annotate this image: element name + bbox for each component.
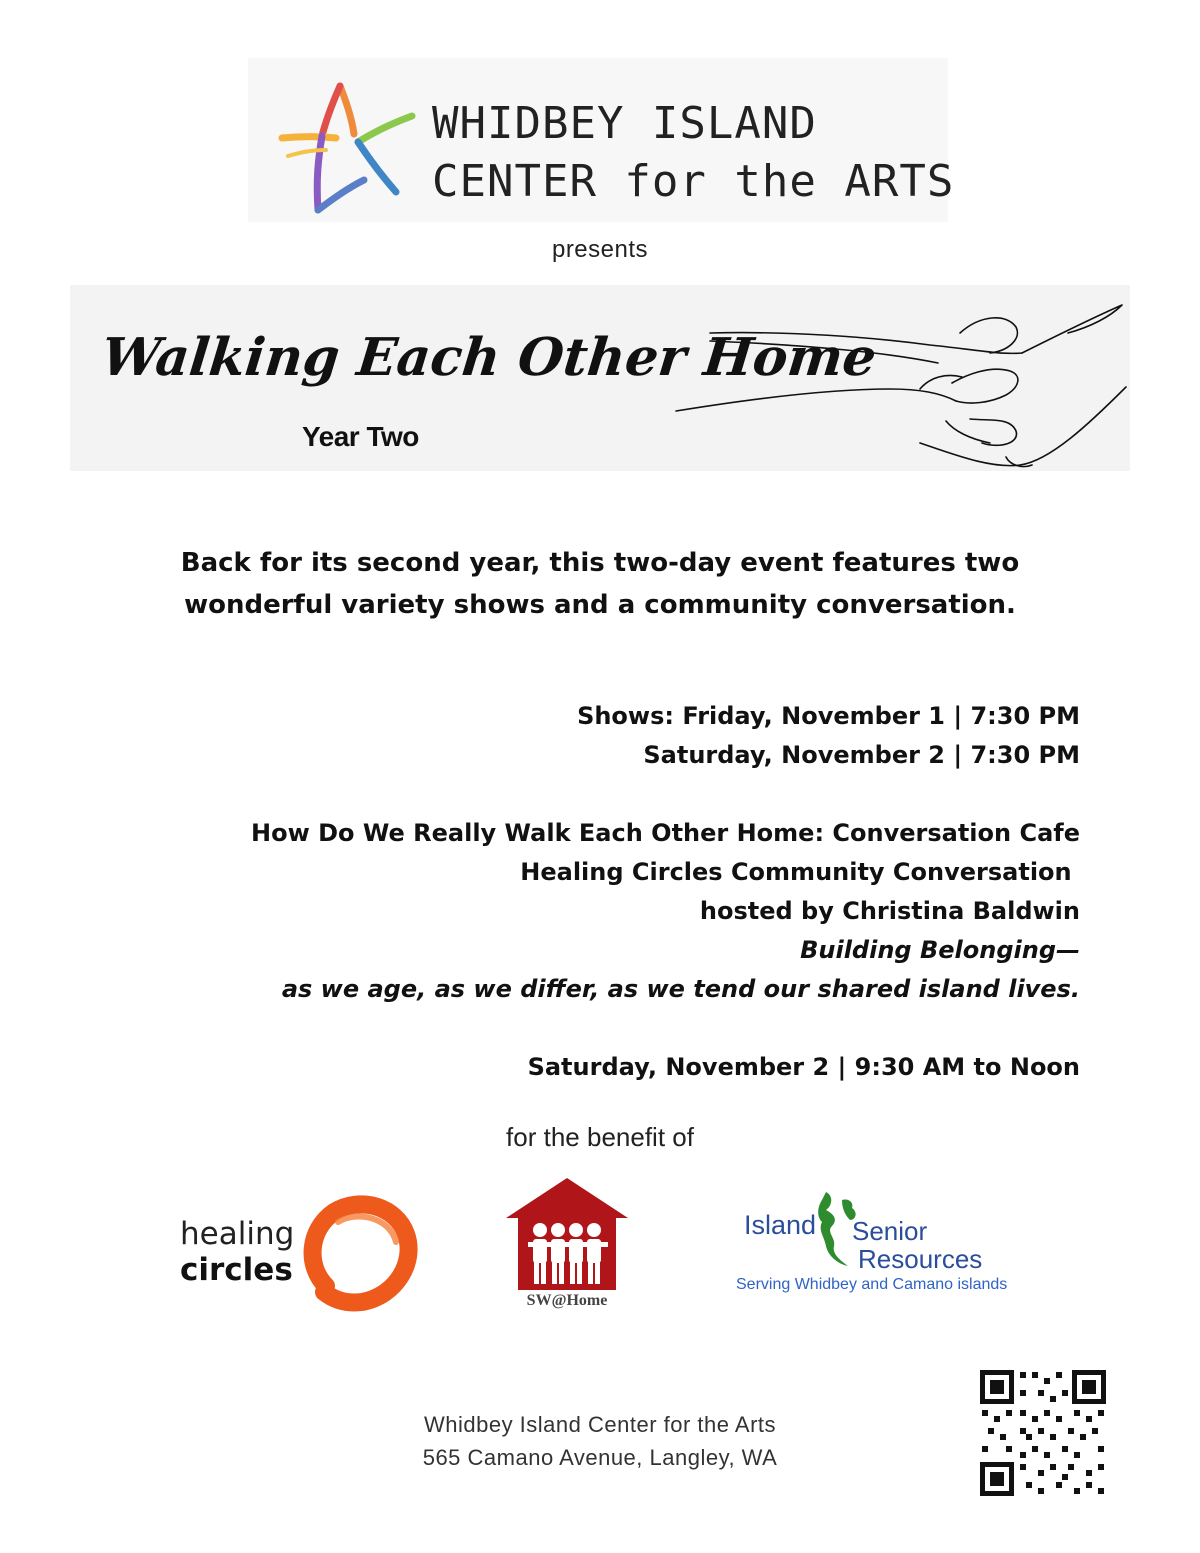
conversation-host: hosted by Christina Baldwin [699,897,1080,925]
wica-logo [248,58,955,222]
healing-circles-wordmark [180,1216,295,1288]
shows-schedule [577,697,1080,775]
conversation-time: Saturday, November 2 | 9:30 AM to Noon [527,1053,1080,1081]
conversation-title: How Do We Really Walk Each Other Home: Conversation Cafe [251,819,1080,847]
shows-line2: Saturday, November 2 | 7:30 PM [643,741,1080,769]
sw-home-logo [504,1178,630,1318]
conversation-theme: Building Belonging— [800,936,1080,964]
isr-word-resources: Resources [858,1244,983,1274]
star-logo-icon [278,76,418,216]
isr-word-island: Island [744,1210,817,1240]
qr-code-icon[interactable] [978,1368,1108,1498]
isr-tagline: Serving Whidbey and Camano islands [736,1276,1008,1293]
sw-home-label: SW@Home [526,1292,608,1309]
hands-line-art-icon [670,293,1130,469]
house-people-icon [504,1178,630,1290]
healing-circles-logo [180,1190,430,1310]
event-title: Walking Each Other Home [98,327,880,388]
org-name-line2: CENTER for the ARTS [432,156,955,207]
intro-line2: wonderful variety shows and a community conversation. [184,590,1016,620]
isr-word-senior: Senior [852,1216,928,1246]
benefit-label: for the benefit of [506,1122,694,1152]
presents-text: presents [551,236,649,263]
shows-line1: Shows: Friday, November 1 | 7:30 PM [577,702,1080,730]
healing-circles-word2: circles [180,1252,293,1288]
conversation-details [251,814,1080,1009]
address-line2: 565 Camano Avenue, Langley, WA [422,1445,778,1470]
enso-ring-icon [298,1192,418,1312]
intro-line1: Back for its second year, this two-day event features two [180,548,1020,578]
conversation-subtitle: Healing Circles Community Conversation [520,858,1080,886]
address-line1: Whidbey Island Center for the Arts [423,1412,777,1437]
event-subtitle: Year Two [302,421,419,452]
org-name-line1: WHIDBEY ISLAND [432,98,817,149]
event-intro [80,542,1120,626]
conversation-theme-detail: as we age, as we differ, as we tend our shared island lives. [281,975,1080,1003]
healing-circles-word1: healing [180,1216,295,1252]
conversation-schedule [528,1048,1080,1087]
event-banner [70,285,1130,471]
island-senior-resources-logo [734,1190,1024,1300]
